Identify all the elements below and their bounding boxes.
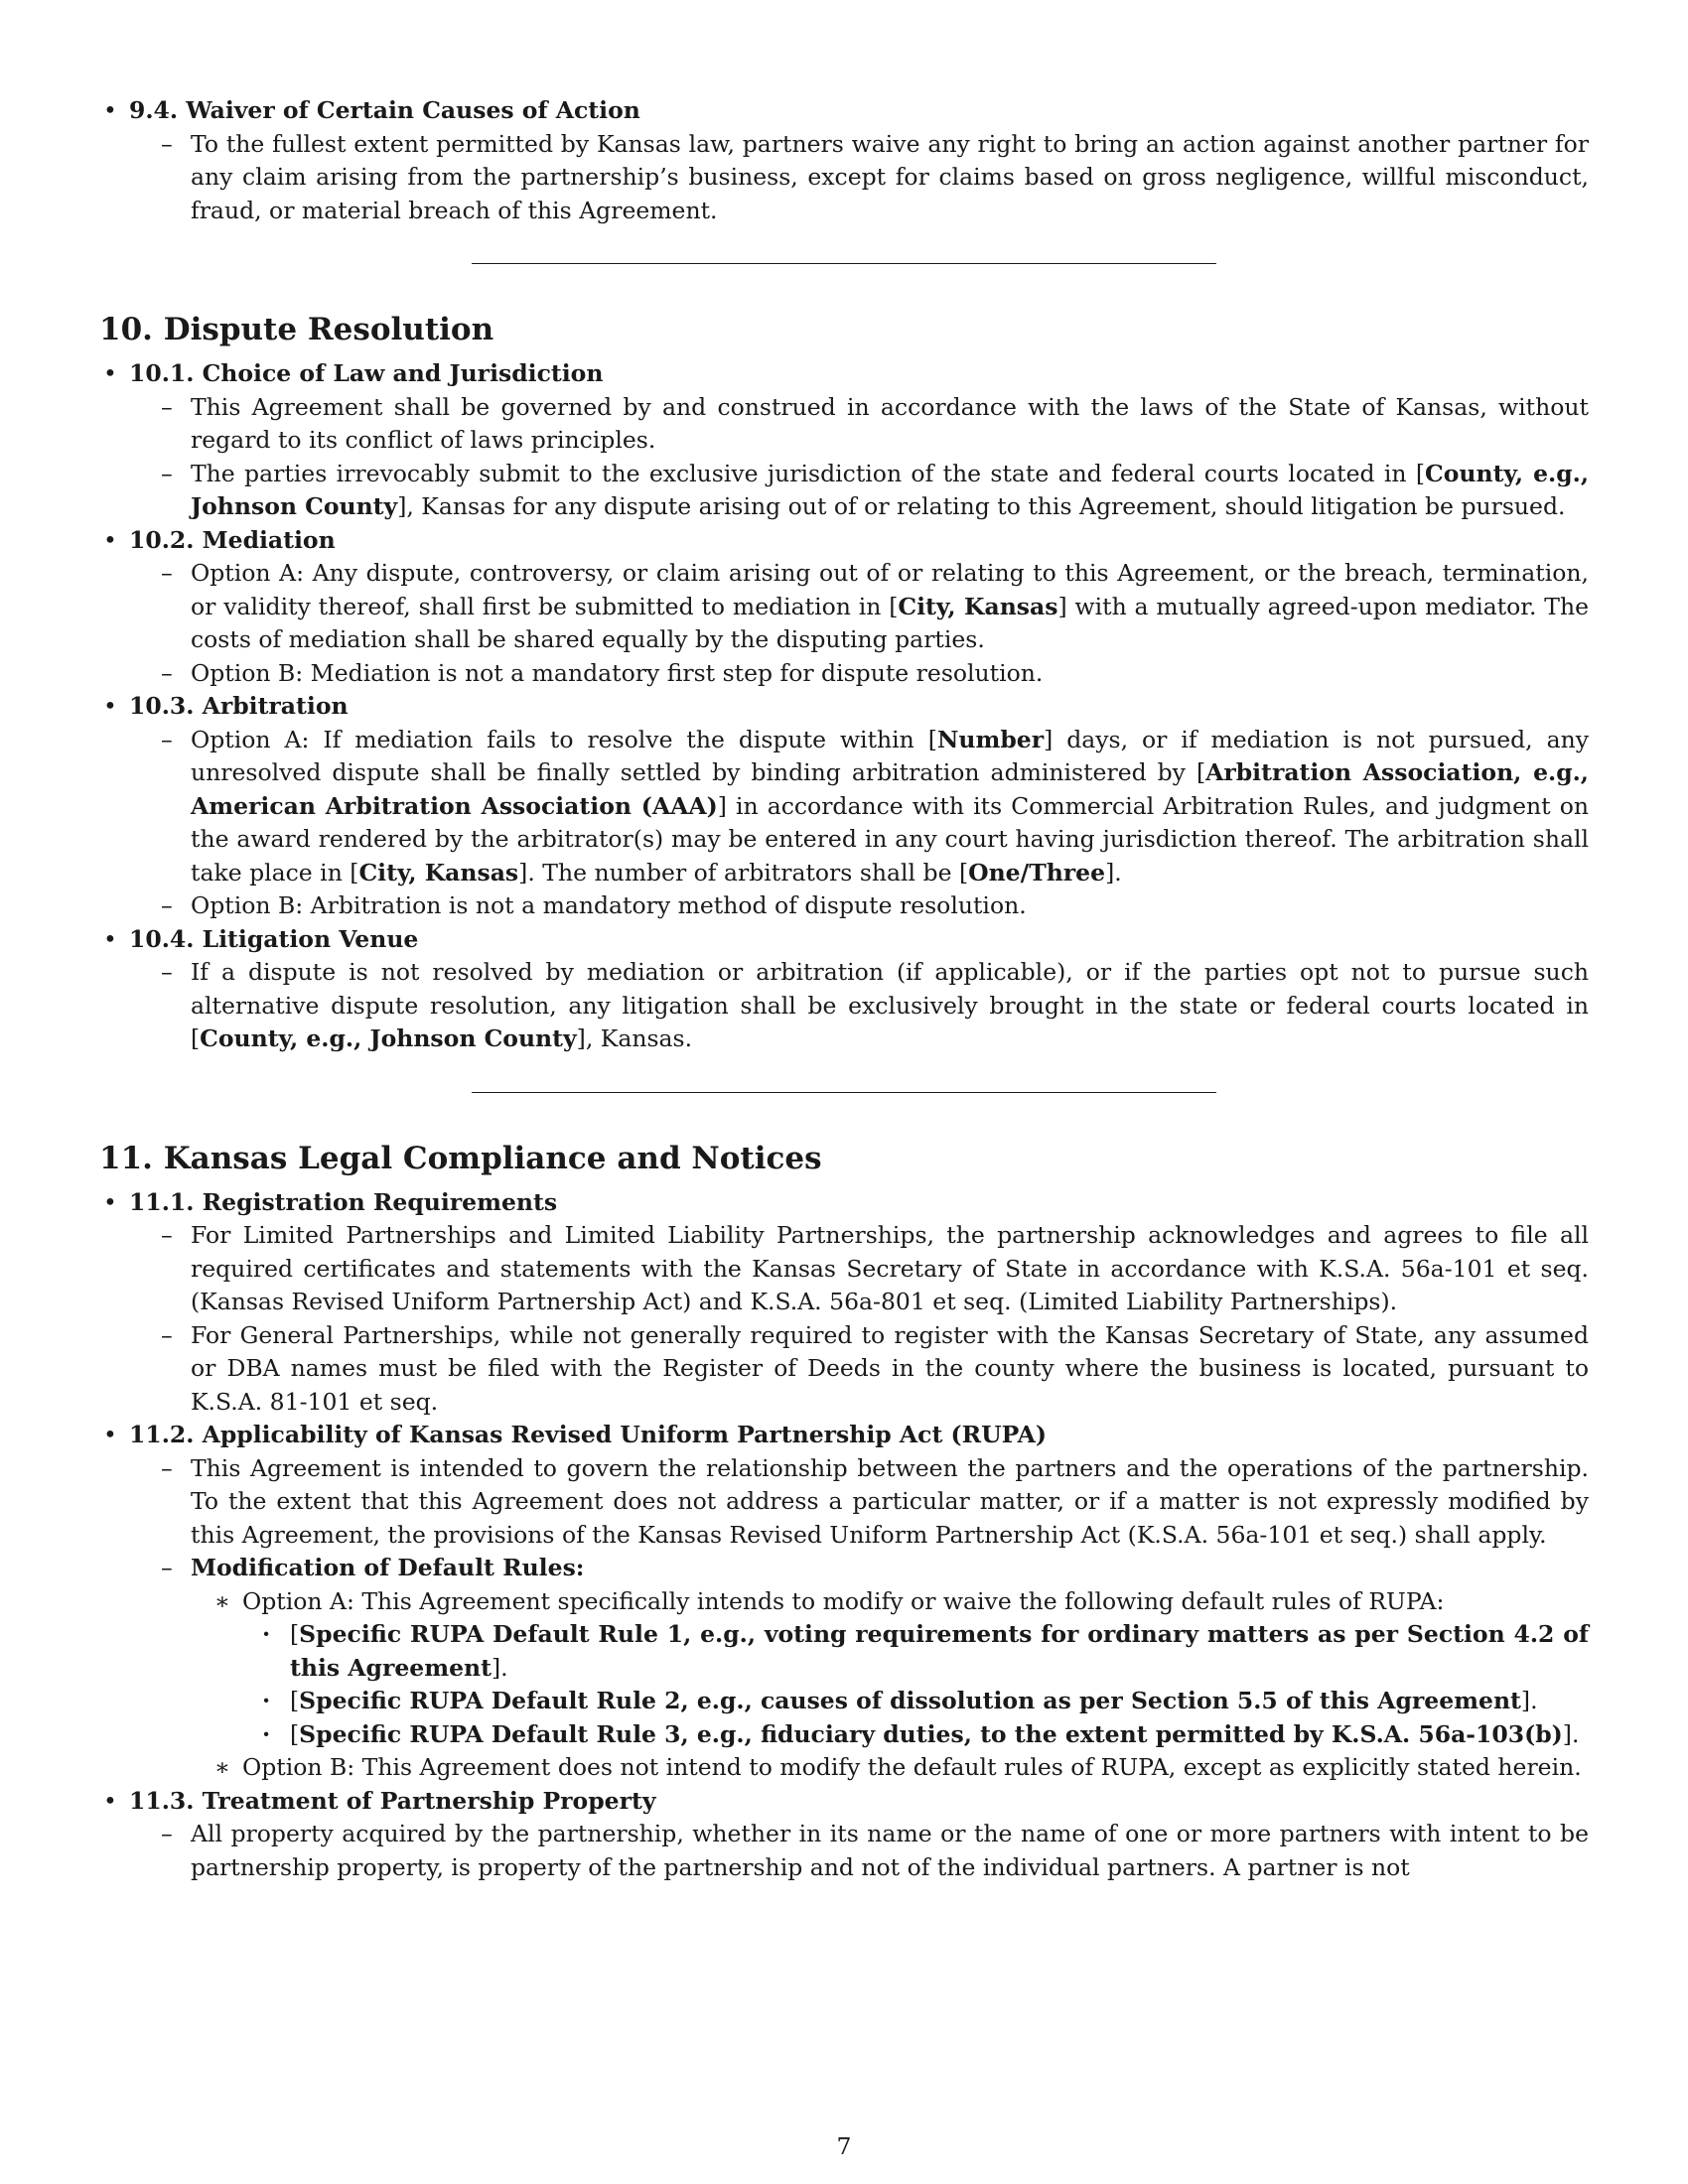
clause-text: The parties irrevocably submit to the exclusive jurisdiction of the state and federal courts located in [ [191, 459, 1426, 487]
clause-text: Option B: Mediation is not a mandatory first step for dispute resolution. [191, 658, 1044, 687]
placeholder-arbitrator-count: One/Three [968, 858, 1106, 887]
subsection-title: 10.3. Arbitration [129, 692, 349, 720]
option-text: Option B: This Agreement does not intend to modify the default rules of RUPA, except as explicitly stated herein. [242, 1753, 1582, 1781]
subsection-title: 11.2. Applicability of Kansas Revised Uniform Partnership Act (RUPA) [129, 1421, 1047, 1448]
document-page [99, 94, 1589, 1884]
placeholder-county: County, e.g., Johnson County [191, 459, 1589, 520]
subsection-9-4 [129, 94, 1589, 227]
placeholder-rule: Specific RUPA Default Rule 2, e.g., causes of dissolution as per Section 5.5 of this Agreement [299, 1687, 1521, 1714]
clause [191, 458, 1589, 524]
clause-text: This Agreement is intended to govern the relationship between the partners and the operations of the partnership. To the extent that this Agreement does not address a particular matter, or if a matter is not expressly modified by this Agreement, the provisions of the Kansas Revised Uniform Partnership Act (K.S.A. 56a-101 et seq.) shall apply. [191, 1453, 1589, 1549]
clause-text: Option A: If mediation fails to resolve the dispute within [ [191, 725, 937, 753]
subsection-10-1 [129, 357, 1589, 524]
subsection-10-4 [129, 923, 1589, 1056]
subsection-title: 10.1. Choice of Law and Jurisdiction [129, 359, 604, 387]
clause [191, 1552, 1589, 1785]
rule-item: · [Specific RUPA Default Rule 2, e.g., causes of dissolution as per Section 5.5 of this Agreement]. [290, 1685, 1589, 1718]
clause [191, 128, 1589, 228]
placeholder-rule: Specific RUPA Default Rule 3, e.g., fiduciary duties, to the extent permitted by K.S.A. 56a-103(b) [299, 1719, 1563, 1748]
placeholder-county: County, e.g., Johnson County [200, 1024, 577, 1052]
subsection-11-3 [129, 1785, 1589, 1885]
subsection-10-3 [129, 690, 1589, 923]
clause-text: ]. The number of arbitrators shall be [ [518, 858, 969, 887]
clause [191, 557, 1589, 657]
subsection-11-1 [129, 1186, 1589, 1420]
subsection-10-2 [129, 524, 1589, 691]
option-text: Option A: This Agreement specifically intends to modify or waive the following default rules of RUPA: [242, 1586, 1445, 1615]
clause [191, 1219, 1589, 1319]
placeholder-rule: Specific RUPA Default Rule 1, e.g., voting requirements for ordinary matters as per Section 4.2 of this Agreement [290, 1620, 1589, 1682]
clause [191, 1452, 1589, 1553]
clause-text: If a dispute is not resolved by mediation or arbitration (if applicable), or if the parties opt not to pursue such alternative dispute resolution, any litigation shall be exclusively brought in the state or federal courts located in [ [191, 958, 1589, 1052]
subsection-11-2 [129, 1419, 1589, 1785]
rule-item: · [Specific RUPA Default Rule 1, e.g., voting requirements for ordinary matters as per Section 4.2 of this Agreement]. [290, 1618, 1589, 1685]
clause-text: ] days, or if mediation is not pursued, any unresolved dispute shall be finally settled by binding arbitration administered by [ [191, 725, 1589, 786]
clause-heading: Modification of Default Rules: [191, 1554, 585, 1581]
clause-text: This Agreement shall be governed by and construed in accordance with the laws of the State of Kansas, without regard to its conflict of laws principles. [191, 392, 1589, 454]
section-divider [472, 263, 1216, 264]
subsection-title: 10.2. Mediation [129, 525, 336, 554]
clause-text: ], Kansas for any dispute arising out of or relating to this Agreement, should litigation be pursued. [397, 492, 1566, 520]
clause-text: ]. [1105, 858, 1122, 887]
option-item [242, 1751, 1589, 1785]
rule-item: · [Specific RUPA Default Rule 3, e.g., fiduciary duties, to the extent permitted by K.S.A. 56a-103(b)]. [290, 1718, 1589, 1752]
clause-text: All property acquired by the partnership, whether in its name or the name of one or more partners with intent to be partnership property, is property of the partnership and not of the individual partners. A partner is not [191, 1820, 1589, 1881]
clause-text: To the fullest extent permitted by Kansas law, partners waive any right to bring an action against another partner for any claim arising from the partnership’s business, except for claims based on gross negligence, willful misconduct, fraud, or material breach of this Agreement. [191, 129, 1589, 224]
subsection-title: 10.4. Litigation Venue [129, 924, 419, 953]
section-11-title: 11. Kansas Legal Compliance and Notices [99, 1140, 822, 1176]
section-11-list [99, 1186, 1589, 1885]
placeholder-city: City, Kansas [898, 592, 1058, 620]
clause-text: ] with a mutually agreed-upon mediator. The costs of mediation shall be shared equally by the disputing parties. [191, 592, 1589, 653]
clause-text: For General Partnerships, while not generally required to register with the Kansas Secretary of State, any assumed or DBA names must be filed with the Register of Deeds in the county where the business is located, pursuant to K.S.A. 81-101 et seq. [191, 1320, 1589, 1416]
clause [191, 1319, 1589, 1420]
clause [191, 391, 1589, 458]
clause [191, 956, 1589, 1056]
section-10-title: 10. Dispute Resolution [99, 312, 494, 347]
clause [191, 889, 1589, 923]
clause-text: Option B: Arbitration is not a mandatory method of dispute resolution. [191, 891, 1027, 919]
clause-text: For Limited Partnerships and Limited Liability Partnerships, the partnership acknowledges and agrees to file all required certificates and statements with the Kansas Secretary of State in accordance with K.S.A. 56a-101 et seq. (Kansas Revised Uniform Partnership Act) and K.S.A. 56a-801 et seq. (Limited Liability Partnerships). [191, 1221, 1589, 1315]
clause-text: ] in accordance with its Commercial Arbitration Rules, and judgment on the award rendered by the arbitrator(s) may be entered in any court having jurisdiction thereof. The arbitration shall take place in [ [191, 791, 1589, 887]
section-10-list [99, 357, 1589, 1056]
option-item [242, 1585, 1589, 1752]
clause [191, 657, 1589, 691]
section-divider [472, 1092, 1216, 1093]
clause [191, 724, 1589, 890]
subsection-title: 11.3. Treatment of Partnership Property [129, 1786, 656, 1815]
section-9-list [99, 94, 1589, 227]
subsection-title: 11.1. Registration Requirements [129, 1187, 558, 1216]
placeholder-arbitration-association: Arbitration Association, e.g., American Arbitration Association (AAA) [191, 758, 1589, 820]
page-number: 7 [836, 2132, 852, 2160]
clause [191, 1818, 1589, 1884]
subsection-title: 9.4. Waiver of Certain Causes of Action [129, 96, 640, 124]
placeholder-number: Number [936, 725, 1045, 753]
placeholder-city: City, Kansas [358, 858, 519, 887]
clause-text: Option A: Any dispute, controversy, or claim arising out of or relating to this Agreement, or the breach, termination, or validity thereof, shall first be submitted to mediation in [ [191, 559, 1589, 620]
clause-text: ], Kansas. [576, 1024, 693, 1052]
